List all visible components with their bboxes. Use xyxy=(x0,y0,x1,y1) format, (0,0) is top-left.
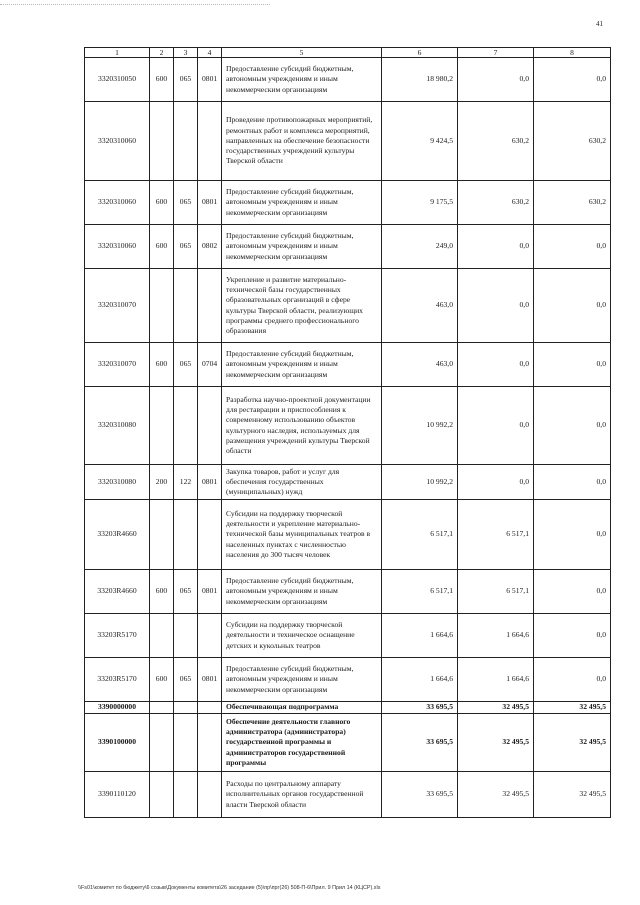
cell-name: Расходы по центральному аппарату исполнительных органов государственной власти Тверской области xyxy=(222,772,382,818)
table-row xyxy=(85,225,611,269)
cell-value-7: 32 495,5 xyxy=(458,702,534,714)
cell-name: Разработка научно-проектной документации для реставрации и приспособления к современному использованию объектов культурного наследия, используемых для размещения учреждений культуры Тверской области xyxy=(222,387,382,465)
cell-value-8: 0,0 xyxy=(534,465,611,500)
table-row xyxy=(85,570,611,614)
cell-c3: 065 xyxy=(174,181,198,225)
cell-value-7: 0,0 xyxy=(458,465,534,500)
cell-value-7: 32 495,5 xyxy=(458,714,534,772)
cell-value-8: 0,0 xyxy=(534,269,611,343)
cell-c3 xyxy=(174,269,198,343)
column-header: 4 xyxy=(198,48,222,58)
table-row xyxy=(85,500,611,570)
cell-value-8: 32 495,5 xyxy=(534,702,611,714)
cell-value-6: 6 517,1 xyxy=(382,500,458,570)
column-header: 8 xyxy=(534,48,611,58)
cell-c3: 122 xyxy=(174,465,198,500)
cell-c2: 200 xyxy=(150,465,174,500)
cell-c3 xyxy=(174,614,198,658)
cell-value-7: 1 664,6 xyxy=(458,614,534,658)
column-header: 1 xyxy=(85,48,150,58)
cell-c4 xyxy=(198,387,222,465)
cell-name: Предоставление субсидий бюджетным, автономным учреждениям и иным некоммерческим организациям xyxy=(222,181,382,225)
cell-value-6: 10 992,2 xyxy=(382,387,458,465)
cell-code: 33203R5170 xyxy=(85,658,150,702)
cell-value-6: 9 424,5 xyxy=(382,102,458,181)
table-row xyxy=(85,102,611,181)
cell-value-6: 6 517,1 xyxy=(382,570,458,614)
table-row xyxy=(85,772,611,818)
cell-code: 3390110120 xyxy=(85,772,150,818)
cell-code: 3320310070 xyxy=(85,269,150,343)
cell-value-8: 0,0 xyxy=(534,614,611,658)
cell-value-6: 463,0 xyxy=(382,269,458,343)
cell-name: Предоставление субсидий бюджетным, автономным учреждениям и иным некоммерческим организациям xyxy=(222,658,382,702)
cell-value-6: 463,0 xyxy=(382,343,458,387)
cell-c4 xyxy=(198,702,222,714)
cell-value-6: 1 664,6 xyxy=(382,658,458,702)
column-header: 5 xyxy=(222,48,382,58)
cell-value-7: 32 495,5 xyxy=(458,772,534,818)
cell-code: 3320310060 xyxy=(85,181,150,225)
cell-c4: 0801 xyxy=(198,465,222,500)
table-row xyxy=(85,614,611,658)
cell-c3: 065 xyxy=(174,58,198,102)
cell-value-6: 10 992,2 xyxy=(382,465,458,500)
cell-value-8: 0,0 xyxy=(534,570,611,614)
cell-c2: 600 xyxy=(150,225,174,269)
cell-value-8: 0,0 xyxy=(534,225,611,269)
cell-c4 xyxy=(198,714,222,772)
table-row xyxy=(85,658,611,702)
cell-value-7: 0,0 xyxy=(458,387,534,465)
cell-value-7: 6 517,1 xyxy=(458,570,534,614)
table-row xyxy=(85,714,611,772)
cell-c2: 600 xyxy=(150,58,174,102)
cell-c2: 600 xyxy=(150,570,174,614)
cell-value-7: 0,0 xyxy=(458,343,534,387)
cell-value-7: 630,2 xyxy=(458,181,534,225)
cell-code: 3320310080 xyxy=(85,387,150,465)
cell-c3 xyxy=(174,500,198,570)
cell-c4 xyxy=(198,102,222,181)
cell-value-7: 0,0 xyxy=(458,269,534,343)
table-row xyxy=(85,343,611,387)
cell-c3: 065 xyxy=(174,225,198,269)
column-header: 3 xyxy=(174,48,198,58)
column-header: 2 xyxy=(150,48,174,58)
cell-name: Предоставление субсидий бюджетным, автономным учреждениям и иным некоммерческим организациям xyxy=(222,58,382,102)
column-header: 6 xyxy=(382,48,458,58)
cell-c3 xyxy=(174,102,198,181)
cell-value-6: 9 175,5 xyxy=(382,181,458,225)
table-row xyxy=(85,58,611,102)
cell-value-6: 33 695,5 xyxy=(382,772,458,818)
cell-c4: 0801 xyxy=(198,181,222,225)
cell-code: 3320310060 xyxy=(85,225,150,269)
cell-c2: 600 xyxy=(150,181,174,225)
cell-name: Предоставление субсидий бюджетным, автономным учреждениям и иным некоммерческим организациям xyxy=(222,570,382,614)
cell-value-8: 0,0 xyxy=(534,58,611,102)
table-row xyxy=(85,387,611,465)
cell-c4 xyxy=(198,269,222,343)
cell-value-8: 630,2 xyxy=(534,181,611,225)
cell-value-7: 0,0 xyxy=(458,225,534,269)
column-header: 7 xyxy=(458,48,534,58)
cell-c2 xyxy=(150,102,174,181)
cell-value-7: 6 517,1 xyxy=(458,500,534,570)
cell-c4: 0801 xyxy=(198,58,222,102)
cell-code: 3320310070 xyxy=(85,343,150,387)
cell-c3: 065 xyxy=(174,658,198,702)
cell-value-8: 0,0 xyxy=(534,343,611,387)
cell-c4: 0801 xyxy=(198,658,222,702)
cell-c2 xyxy=(150,269,174,343)
cell-c3: 065 xyxy=(174,570,198,614)
cell-c3 xyxy=(174,714,198,772)
cell-name: Закупка товаров, работ и услуг для обеспечения государственных (муниципальных) нужд xyxy=(222,465,382,500)
cell-code: 3390000000 xyxy=(85,702,150,714)
page-number: 41 xyxy=(596,20,603,28)
cell-value-6: 33 695,5 xyxy=(382,714,458,772)
cell-value-6: 18 980,2 xyxy=(382,58,458,102)
cell-value-8: 0,0 xyxy=(534,387,611,465)
cell-c4: 0802 xyxy=(198,225,222,269)
cell-code: 3320310080 xyxy=(85,465,150,500)
cell-value-8: 0,0 xyxy=(534,500,611,570)
column-number-row xyxy=(85,48,611,58)
cell-name: Предоставление субсидий бюджетным, автономным учреждениям и иным некоммерческим организациям xyxy=(222,225,382,269)
cell-code: 33203R4660 xyxy=(85,570,150,614)
cell-c2 xyxy=(150,772,174,818)
cell-code: 3320310050 xyxy=(85,58,150,102)
cell-c4 xyxy=(198,614,222,658)
cell-name: Обеспечивающая подпрограмма xyxy=(222,702,382,714)
cell-c2: 600 xyxy=(150,658,174,702)
cell-c2 xyxy=(150,714,174,772)
cell-c4: 0704 xyxy=(198,343,222,387)
cell-code: 33203R4660 xyxy=(85,500,150,570)
cell-value-7: 630,2 xyxy=(458,102,534,181)
cell-c4 xyxy=(198,500,222,570)
table-row xyxy=(85,465,611,500)
top-dotted-rule xyxy=(0,4,270,6)
cell-name: Предоставление субсидий бюджетным, автономным учреждениям и иным некоммерческим организациям xyxy=(222,343,382,387)
cell-name: Субсидии на поддержку творческой деятельности и укрепление материально-технической базы муниципальных театров в населенных пунктах с численностью населения до 300 тысяч человек xyxy=(222,500,382,570)
cell-name: Субсидии на поддержку творческой деятельности и техническое оснащение детских и кукольных театров xyxy=(222,614,382,658)
cell-c2 xyxy=(150,614,174,658)
cell-value-6: 33 695,5 xyxy=(382,702,458,714)
cell-c2 xyxy=(150,702,174,714)
cell-c2 xyxy=(150,500,174,570)
table-row xyxy=(85,269,611,343)
budget-table xyxy=(84,47,611,818)
cell-value-8: 0,0 xyxy=(534,658,611,702)
cell-value-7: 0,0 xyxy=(458,58,534,102)
cell-c3: 065 xyxy=(174,343,198,387)
table-row xyxy=(85,702,611,714)
cell-c4: 0801 xyxy=(198,570,222,614)
cell-name: Проведение противопожарных мероприятий, ремонтных работ и комплекса мероприятий, направленных на обеспечение безопасности государственных учреждений культуры Тверской области xyxy=(222,102,382,181)
cell-value-8: 630,2 xyxy=(534,102,611,181)
cell-name: Укрепление и развитие материально-технической базы государственных образовательных организаций в сфере культуры Тверской области, реализующих программы среднего профессионального образования xyxy=(222,269,382,343)
cell-value-6: 1 664,6 xyxy=(382,614,458,658)
cell-name: Обеспечение деятельности главного администратора (администратора) государственной программы и администраторов государственной программы xyxy=(222,714,382,772)
cell-value-8: 32 495,5 xyxy=(534,714,611,772)
cell-code: 3320310060 xyxy=(85,102,150,181)
file-path-footer: \\Fs01\комитет по бюджету\6 созыв\Документы комитета\26 заседание (5)\пр\прг(26) 508-П-6\Прил. 9 Прил 14 (КЦСР).xls xyxy=(78,885,381,891)
cell-c3 xyxy=(174,387,198,465)
cell-value-8: 32 495,5 xyxy=(534,772,611,818)
cell-code: 33203R5170 xyxy=(85,614,150,658)
table-row xyxy=(85,181,611,225)
cell-value-7: 1 664,6 xyxy=(458,658,534,702)
cell-code: 3390100000 xyxy=(85,714,150,772)
cell-c2: 600 xyxy=(150,343,174,387)
cell-value-6: 249,0 xyxy=(382,225,458,269)
cell-c3 xyxy=(174,702,198,714)
cell-c3 xyxy=(174,772,198,818)
cell-c4 xyxy=(198,772,222,818)
cell-c2 xyxy=(150,387,174,465)
